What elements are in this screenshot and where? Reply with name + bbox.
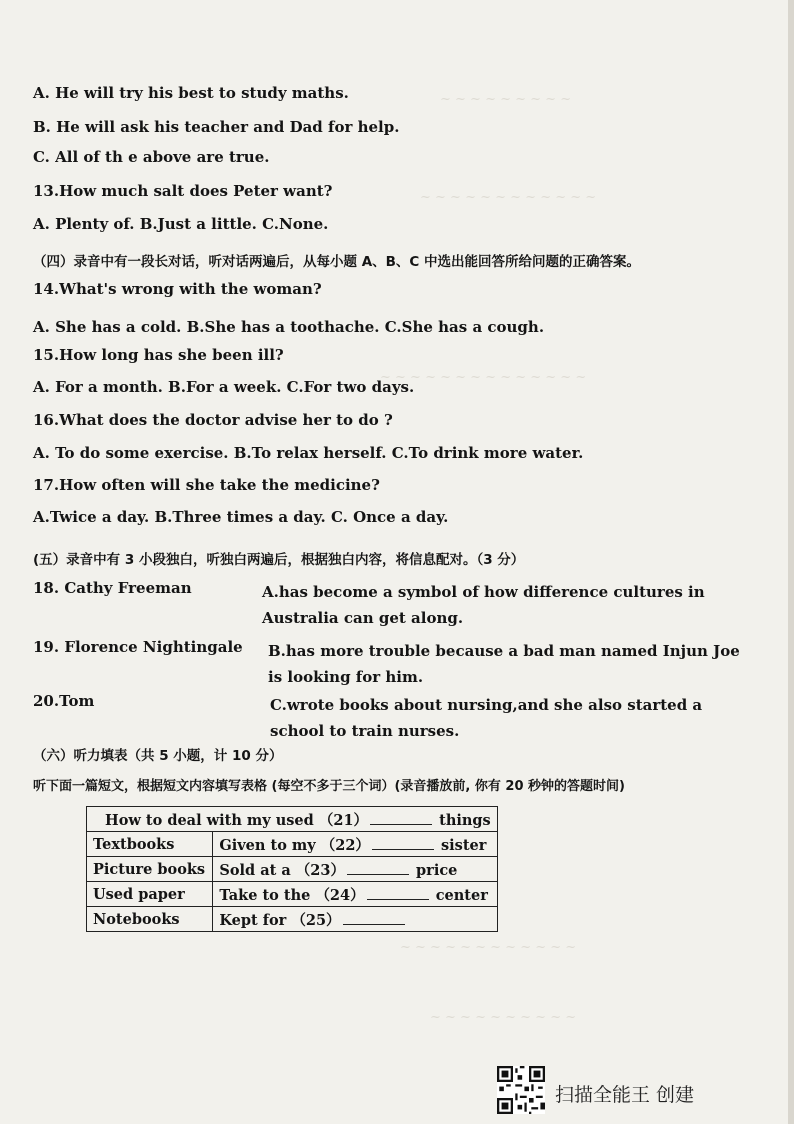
answer-blank-21[interactable] [370, 810, 432, 825]
header-text: How to deal with my used [105, 811, 314, 829]
answer-blank-25[interactable] [343, 910, 405, 925]
detail-suffix: center [435, 886, 488, 904]
blank-number: （24） [315, 886, 365, 904]
bleed-through-text: ~ ~ ~ ~ ~ ~ ~ ~ ~ ~ ~ ~ [400, 940, 577, 955]
blank-number: （21） [318, 811, 369, 829]
table-row [87, 882, 498, 907]
answer-blank-23[interactable] [347, 860, 409, 875]
table-row [87, 832, 498, 857]
detail-text: Kept for [219, 911, 287, 929]
detail-suffix: price [416, 861, 458, 879]
qr-code-icon [497, 1066, 545, 1114]
match-right-b-text: B.has more trouble because a bad man named Injun Joe is looking for him. [268, 642, 740, 686]
section-4-heading: （四）录音中有一段长对话，听对话两遍后，从每小题 A、B、C 中选出能回答所给问题的正确答案。 [33, 254, 641, 270]
table-header-row [87, 807, 498, 832]
question-15-options: A. For a month. B.For a week. C.For two days. [33, 378, 415, 396]
match-left-19: 19. Florence Nightingale [33, 638, 243, 656]
match-right-c-text: C.wrote books about nursing,and she also started a school to train nurses. [270, 696, 703, 740]
question-14-options: A. She has a cold. B.She has a toothache. C.She has a cough. [33, 318, 545, 336]
bleed-through-text: ~ ~ ~ ~ ~ ~ ~ ~ ~ [440, 92, 572, 107]
detail-suffix: sister [441, 836, 487, 854]
option-line: B. He will ask his teacher and Dad for help. [33, 118, 400, 136]
detail-cell [213, 857, 497, 882]
match-left-20: 20.Tom [33, 692, 95, 710]
bleed-through-text: ~ ~ ~ ~ ~ ~ ~ ~ ~ ~ ~ ~ ~ ~ [380, 370, 587, 385]
bleed-through-text: ~ ~ ~ ~ ~ ~ ~ ~ ~ ~ [430, 1010, 577, 1025]
question-13: 13.How much salt does Peter want? [33, 182, 333, 200]
match-right-b [268, 638, 742, 690]
detail-text: Take to the [219, 886, 311, 904]
scanner-watermark [497, 1066, 707, 1120]
option-line: C. All of th e above are true. [33, 148, 270, 166]
question-15: 15.How long has she been ill? [33, 346, 284, 364]
detail-cell [213, 832, 497, 857]
match-right-a-text: A.has become a symbol of how difference cultures in Australia can get along. [262, 583, 705, 627]
section-5-heading: (五）录音中有 3 小段独白，听独白两遍后，根据独白内容，将信息配对。（3 分） [33, 552, 525, 568]
table-row [87, 907, 498, 932]
item-cell: Picture books [87, 857, 213, 882]
detail-text: Sold at a [219, 861, 291, 879]
answer-blank-24[interactable] [367, 885, 429, 900]
question-17: 17.How often will she take the medicine? [33, 476, 380, 494]
page-edge-shadow [788, 0, 794, 1124]
question-14: 14.What's wrong with the woman? [33, 280, 322, 298]
header-suffix: things [439, 811, 491, 829]
answer-blank-22[interactable] [372, 835, 434, 850]
scanner-app-label: 扫描全能王 创建 [555, 1084, 695, 1106]
blank-number: （25） [291, 911, 341, 929]
question-13-options: A. Plenty of. B.Just a little. C.None. [33, 215, 329, 233]
question-16-options: A. To do some exercise. B.To relax herself. C.To drink more water. [33, 444, 584, 462]
listening-fill-table [86, 806, 498, 932]
option-line: A. He will try his best to study maths. [33, 84, 349, 102]
blank-number: （23） [295, 861, 345, 879]
match-right-c [270, 692, 742, 744]
question-17-options: A.Twice a day. B.Three times a day. C. Once a day. [33, 508, 449, 526]
section-6-heading: （六）听力填表（共 5 小题，计 10 分） [33, 748, 283, 764]
question-16: 16.What does the doctor advise her to do ? [33, 411, 393, 429]
item-cell: Textbooks [87, 832, 213, 857]
section-6-instructions: 听下面一篇短文，根据短文内容填写表格 (每空不多于三个词）(录音播放前, 你有 20 秒钟的答题时间) [33, 779, 625, 794]
item-cell: Notebooks [87, 907, 213, 932]
table-header-cell [87, 807, 498, 832]
detail-text: Given to my [219, 836, 316, 854]
blank-number: （22） [320, 836, 370, 854]
table-row [87, 857, 498, 882]
bleed-through-text: ~ ~ ~ ~ ~ ~ ~ ~ ~ ~ ~ ~ [420, 190, 597, 205]
item-cell: Used paper [87, 882, 213, 907]
detail-cell [213, 882, 497, 907]
detail-cell [213, 907, 497, 932]
match-right-a [262, 579, 742, 631]
match-left-18: 18. Cathy Freeman [33, 579, 192, 597]
